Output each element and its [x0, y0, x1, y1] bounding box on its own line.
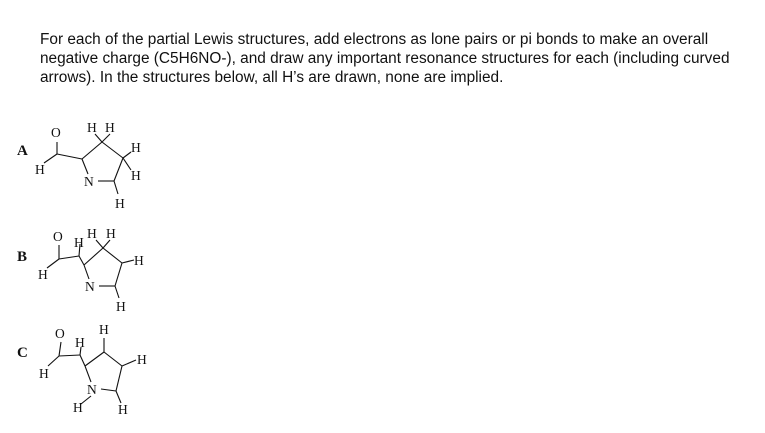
atom-nitrogen: N [84, 174, 94, 189]
structure-b [38, 226, 144, 314]
structure-c [39, 322, 147, 417]
atom-hydrogen: H [105, 120, 115, 135]
bond-c-c [59, 355, 80, 356]
question-text: For each of the partial Lewis structures, add electrons as lone pairs or pi bonds to make an overall negative charge (C5H6NO-), and draw any important resonance structures for each (including curved arrows). In the structures below, all H’s are drawn, none are implied. [40, 31, 730, 86]
bond-c-h [47, 259, 59, 268]
atom-hydrogen: H [137, 352, 147, 367]
bond-c-h [44, 154, 57, 163]
structure-a [35, 120, 141, 211]
bond-c-h [96, 240, 103, 248]
atom-hydrogen: H [74, 235, 84, 250]
atom-hydrogen: H [115, 196, 125, 211]
ring-bond [82, 142, 102, 159]
atom-hydrogen: H [99, 322, 109, 337]
bond-c-h [122, 260, 134, 263]
ring-bond [84, 248, 103, 265]
bond-c-h [114, 181, 118, 194]
atom-oxygen: O [51, 125, 61, 140]
structure-label-c: C [17, 345, 28, 361]
ring-bond [114, 158, 123, 181]
atom-hydrogen: H [118, 402, 128, 417]
bond-c-h [123, 158, 131, 170]
ring-bond [101, 389, 116, 391]
atom-hydrogen: H [87, 226, 97, 241]
atom-hydrogen: H [75, 335, 85, 350]
atom-hydrogen: H [73, 400, 83, 415]
ring-bond [82, 159, 88, 174]
ring-bond [85, 366, 91, 382]
ring-bond [116, 366, 122, 391]
atom-hydrogen: H [116, 299, 126, 314]
atom-hydrogen: H [39, 366, 49, 381]
atom-hydrogen: H [35, 162, 45, 177]
atom-hydrogen: H [106, 226, 116, 241]
bond-c-h [122, 360, 136, 366]
ring-bond [84, 265, 89, 279]
ring-bond [104, 352, 122, 366]
bond-c-c [59, 256, 79, 259]
structure-label-a: A [17, 143, 28, 159]
structure-label-b: B [17, 249, 28, 265]
bond-c-o [59, 342, 61, 356]
atom-oxygen: O [53, 229, 63, 244]
ring-bond [103, 248, 122, 263]
ring-bond [85, 352, 104, 366]
bond-c-h [103, 240, 110, 248]
atom-nitrogen: N [85, 279, 95, 294]
atom-oxygen: O [55, 326, 65, 341]
atom-nitrogen: N [87, 382, 97, 397]
bond-c-h [115, 286, 119, 298]
bond-c-ring [79, 256, 84, 265]
ring-bond [102, 142, 123, 158]
atom-hydrogen: H [87, 120, 97, 135]
bond-c-ring [80, 355, 85, 366]
atom-hydrogen: H [134, 253, 144, 268]
bond-c-h [48, 356, 59, 366]
bond-c-h [95, 134, 102, 142]
atom-hydrogen: H [131, 140, 141, 155]
atom-hydrogen: H [38, 267, 48, 282]
bond-c-h [123, 152, 131, 158]
ring-bond [115, 263, 122, 286]
bond-c-ring [57, 154, 82, 159]
bond-c-h [102, 134, 110, 142]
atom-hydrogen: H [131, 168, 141, 183]
